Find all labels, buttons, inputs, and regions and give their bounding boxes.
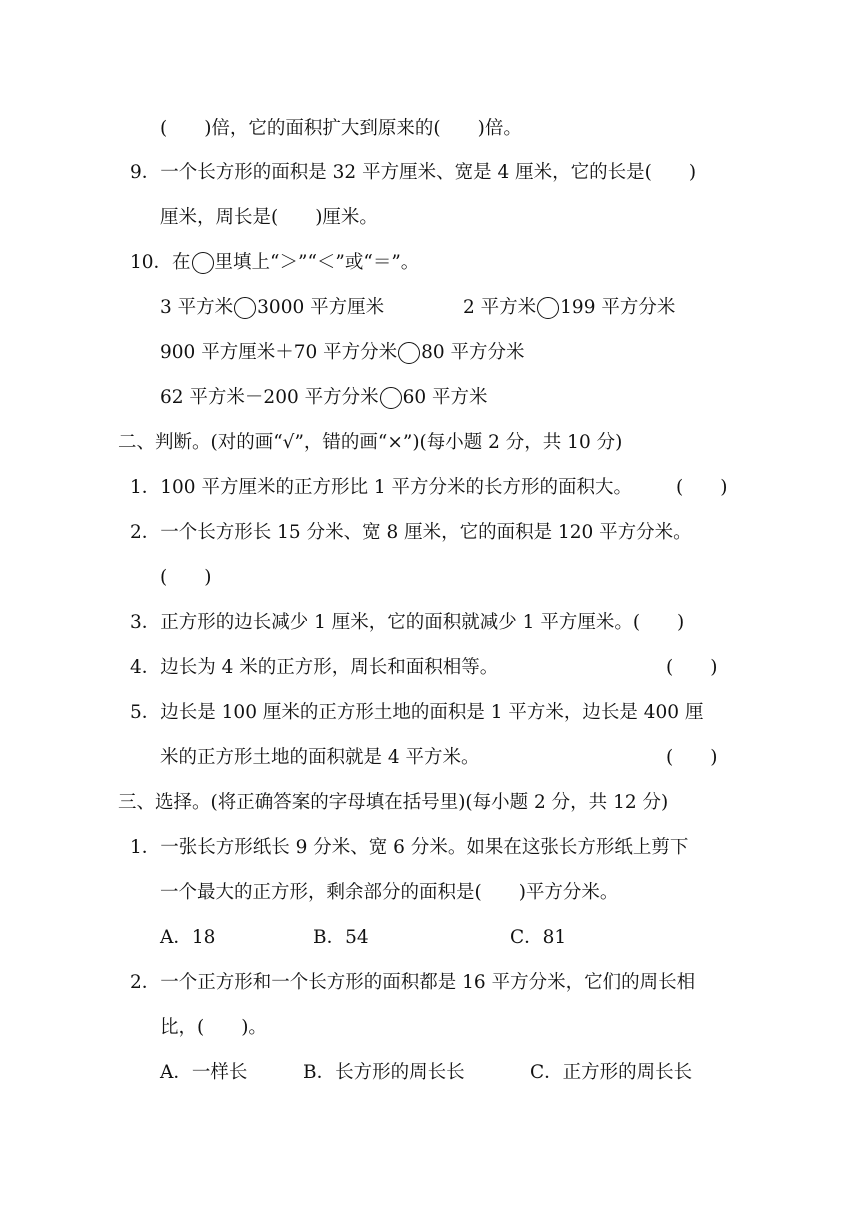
section-3-heading: 三、选择。(将正确答案的字母填在括号里)(每小题 2 分，共 12 分) [118, 792, 669, 813]
q10-prefix: 10．在 [130, 252, 191, 273]
q10-suffix: 里填上“＞”“＜”或“＝”。 [214, 252, 420, 273]
choice-2-option-c[interactable]: C．正方形的周长长 [530, 1062, 693, 1083]
judge-2-answer-paren[interactable]: ( ) [160, 567, 212, 588]
comparison-2-left: 2 平方米 [463, 297, 537, 318]
comparison-2 [463, 295, 675, 321]
question-9-line-2: 厘米，周长是( )厘米。 [160, 207, 378, 228]
judge-2: 2．一个长方形长 15 分米、宽 8 厘米，它的面积是 120 平方分米。 [130, 522, 692, 543]
judge-5-line-2: 米的正方形土地的面积就是 4 平方米。 [160, 747, 480, 768]
judge-4-answer-paren[interactable]: ( ) [666, 657, 718, 678]
compare-circle-4[interactable] [380, 387, 402, 409]
choice-1-line-1: 1．一张长方形纸长 9 分米、宽 6 分米。如果在这张长方形纸上剪下 [130, 837, 689, 858]
judge-4: 4．边长为 4 米的正方形，周长和面积相等。 [130, 657, 499, 678]
comparison-4-left: 62 平方米－200 平方分米 [160, 387, 379, 408]
comparison-3-right: 80 平方分米 [421, 342, 525, 363]
judge-1: 1．100 平方厘米的正方形比 1 平方分米的长方形的面积大。 [130, 477, 632, 498]
question-8-continuation: ( )倍，它的面积扩大到原来的( )倍。 [160, 118, 522, 139]
compare-circle-2[interactable] [537, 297, 559, 319]
compare-circle-icon [192, 252, 214, 274]
compare-circle-3[interactable] [398, 342, 420, 364]
judge-5-answer-paren[interactable]: ( ) [666, 747, 718, 768]
comparison-3 [160, 340, 525, 366]
judge-5-line-1: 5．边长是 100 厘米的正方形土地的面积是 1 平方米，边长是 400 厘 [130, 702, 704, 723]
choice-1-option-b[interactable]: B．54 [313, 927, 369, 948]
question-10-instruction [130, 250, 419, 276]
choice-1-option-a[interactable]: A．18 [160, 927, 216, 948]
choice-1-option-c[interactable]: C．81 [510, 927, 567, 948]
comparison-2-right: 199 平方分米 [560, 297, 676, 318]
choice-2-line-1: 2．一个正方形和一个长方形的面积都是 16 平方分米，它们的周长相 [130, 972, 696, 993]
judge-1-answer-paren[interactable]: ( ) [676, 477, 728, 498]
choice-2-option-a[interactable]: A．一样长 [160, 1062, 248, 1083]
choice-2-option-b[interactable]: B．长方形的周长长 [303, 1062, 465, 1083]
question-9-line-1: 9．一个长方形的面积是 32 平方厘米、宽是 4 厘米，它的长是( ) [130, 162, 697, 183]
comparison-1 [160, 295, 384, 321]
comparison-4-right: 60 平方米 [402, 387, 488, 408]
section-2-heading: 二、判断。(对的画“√”，错的画“×”)(每小题 2 分，共 10 分) [118, 432, 623, 453]
choice-2-line-2: 比，( )。 [160, 1017, 267, 1038]
comparison-1-right: 3000 平方厘米 [257, 297, 385, 318]
comparison-3-left: 900 平方厘米＋70 平方分米 [160, 342, 398, 363]
comparison-1-left: 3 平方米 [160, 297, 234, 318]
comparison-4 [160, 385, 488, 411]
judge-3: 3．正方形的边长减少 1 厘米，它的面积就减少 1 平方厘米。( ) [130, 612, 685, 633]
compare-circle-1[interactable] [234, 297, 256, 319]
choice-1-line-2: 一个最大的正方形，剩余部分的面积是( )平方分米。 [160, 882, 619, 903]
